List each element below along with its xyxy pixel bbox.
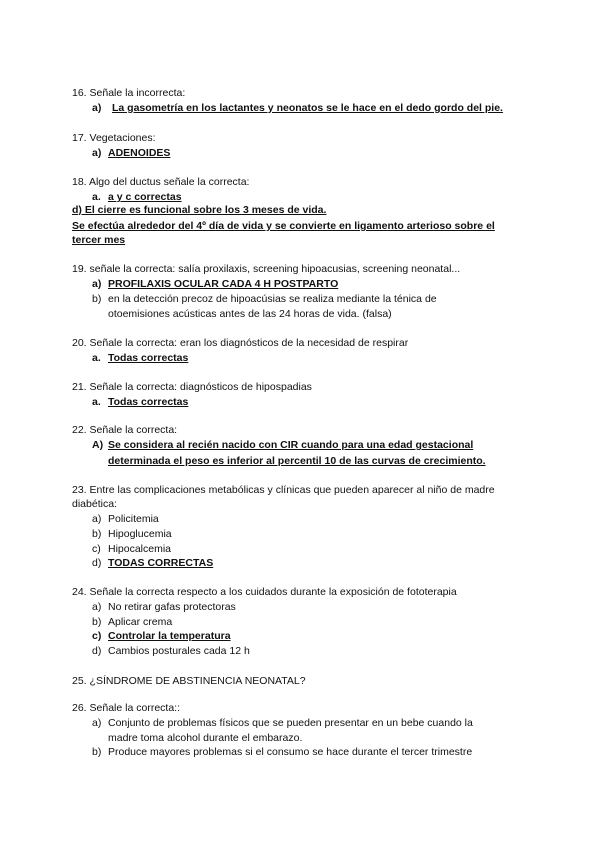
question-22: 22. Señale la correcta: bbox=[72, 424, 178, 436]
answer-text: tercer mes bbox=[72, 234, 126, 246]
option-text: otoemisiones acústicas antes de las 24 horas de vida. (falsa) bbox=[108, 308, 392, 320]
question-25: 25. ¿SÍNDROME DE ABSTINENCIA NEONATAL? bbox=[72, 675, 306, 687]
option-label: b) bbox=[92, 528, 102, 540]
option-label: c) bbox=[92, 630, 102, 642]
option-label: a) bbox=[92, 278, 102, 290]
option-label: a. bbox=[92, 191, 101, 203]
answer-text: TODAS CORRECTAS bbox=[108, 557, 214, 569]
option-label: b) bbox=[92, 616, 102, 628]
option-label: a. bbox=[92, 352, 101, 364]
option-text: No retirar gafas protectoras bbox=[108, 601, 236, 613]
answer-text: determinada el peso es inferior al percentil 10 de las curvas de crecimiento. bbox=[108, 455, 486, 467]
answer-text: Todas correctas bbox=[108, 396, 189, 408]
option-label: b) bbox=[92, 746, 102, 758]
answer-text: Todas correctas bbox=[108, 352, 189, 364]
question-23: 23. Entre las complicaciones metabólicas y clínicas que pueden aparecer al niño de madre bbox=[72, 484, 495, 496]
option-label: a) bbox=[92, 102, 102, 114]
option-label: a) bbox=[92, 601, 102, 613]
question-24: 24. Señale la correcta respecto a los cuidados durante la exposición de fototerapia bbox=[72, 586, 457, 598]
answer-text: Se considera al recién nacido con CIR cuando para una edad gestacional bbox=[108, 439, 474, 451]
answer-text: PROFILAXIS OCULAR CADA 4 H POSTPARTO bbox=[108, 278, 339, 290]
question-19: 19. señale la correcta: salía proxilaxis, screening hipoacusias, screening neonatal... bbox=[72, 263, 461, 275]
option-text: Produce mayores problemas si el consumo se hace durante el tercer trimestre bbox=[108, 746, 473, 758]
option-label: a. bbox=[92, 396, 101, 408]
answer-text: ADENOIDES bbox=[108, 147, 171, 159]
option-text: en la detección precoz de hipoacúsias se realiza mediante la ténica de bbox=[108, 293, 437, 305]
option-text: Hipoglucemia bbox=[108, 528, 172, 540]
question-26: 26. Señale la correcta:: bbox=[72, 702, 180, 714]
option-text: Hipocalcemia bbox=[108, 543, 172, 555]
question-23-cont: diabética: bbox=[72, 498, 117, 510]
option-label: a) bbox=[92, 147, 102, 159]
question-21: 21. Señale la correcta: diagnósticos de hipospadias bbox=[72, 381, 312, 393]
option-text: madre toma alcohol durante el embarazo. bbox=[108, 732, 303, 744]
option-label: a) bbox=[92, 513, 102, 525]
answer-text: Se efectúa alrededor del 4º día de vida y se convierte en ligamento arterioso sobre el bbox=[72, 220, 495, 232]
option-label: A) bbox=[92, 439, 104, 451]
option-text: Cambios posturales cada 12 h bbox=[108, 645, 250, 657]
option-text: Policitemia bbox=[108, 513, 159, 525]
answer-text: a y c correctas bbox=[108, 191, 182, 203]
option-text: Aplicar crema bbox=[108, 616, 173, 628]
question-17: 17. Vegetaciones: bbox=[72, 132, 156, 144]
answer-text: La gasometría en los lactantes y neonatos se le hace en el dedo gordo del pie. bbox=[112, 102, 503, 114]
question-16: 16. Señale la incorrecta: bbox=[72, 87, 186, 99]
answer-text: d) El cierre es funcional sobre los 3 meses de vida. bbox=[72, 204, 327, 216]
option-label: d) bbox=[92, 557, 102, 569]
option-label: b) bbox=[92, 293, 102, 305]
option-text: Conjunto de problemas físicos que se pueden presentar en un bebe cuando la bbox=[108, 717, 473, 729]
option-label: d) bbox=[92, 645, 102, 657]
option-label: c) bbox=[92, 543, 101, 555]
option-label: a) bbox=[92, 717, 102, 729]
question-18: 18. Algo del ductus señale la correcta: bbox=[72, 176, 250, 188]
answer-text: Controlar la temperatura bbox=[108, 630, 231, 642]
question-20: 20. Señale la correcta: eran los diagnósticos de la necesidad de respirar bbox=[72, 337, 409, 349]
